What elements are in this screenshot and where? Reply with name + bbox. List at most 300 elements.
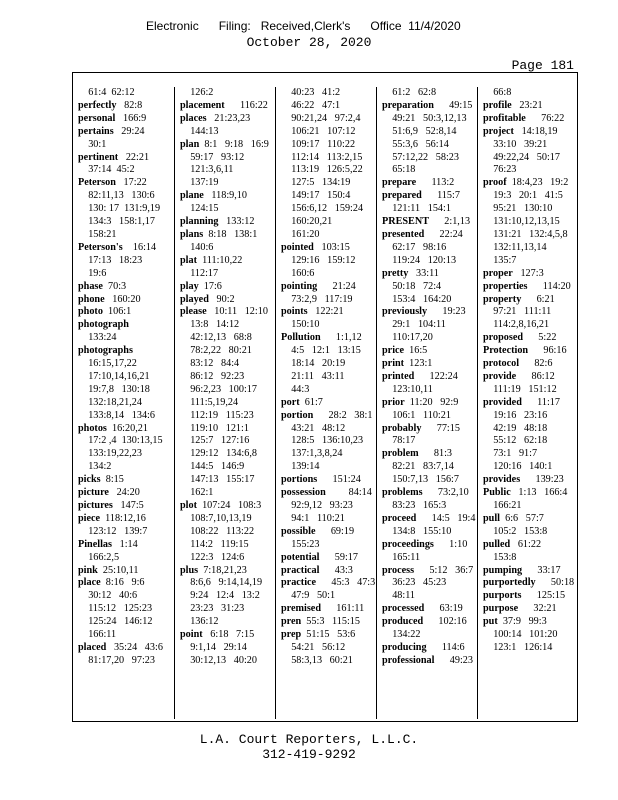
index-refs: 124:15 bbox=[180, 203, 219, 215]
index-refs: 134:22 bbox=[382, 629, 421, 641]
index-refs: 125:7 127:16 bbox=[180, 435, 250, 447]
index-term: placed bbox=[78, 641, 107, 653]
index-refs: 147:13 155:17 bbox=[180, 474, 255, 486]
index-term: played bbox=[180, 293, 209, 305]
index-page-refs bbox=[180, 616, 275, 629]
index-refs: 115:12 125:23 bbox=[78, 603, 153, 615]
index-refs: 107:24 108:3 bbox=[196, 500, 262, 511]
index-entry bbox=[483, 474, 578, 487]
index-term: plane bbox=[180, 190, 204, 202]
index-page-refs bbox=[483, 423, 578, 436]
index-entry bbox=[180, 190, 275, 203]
index-refs: 9:24 12:4 13:2 bbox=[180, 590, 260, 602]
index-page-refs bbox=[78, 526, 173, 539]
index-refs: 9:1,14 29:14 bbox=[180, 641, 247, 653]
index-refs: 134:2 bbox=[78, 461, 112, 473]
index-entry bbox=[78, 242, 173, 255]
index-page-refs bbox=[281, 435, 376, 448]
index-refs: 96:2,23 100:17 bbox=[180, 383, 257, 395]
index-refs: 55:3,6 56:14 bbox=[382, 138, 449, 150]
index-refs: 158:21 bbox=[78, 228, 117, 240]
index-entry bbox=[382, 487, 477, 500]
index-refs: 123:1 bbox=[404, 358, 433, 370]
index-entry bbox=[281, 242, 376, 255]
index-page-refs bbox=[78, 655, 173, 668]
index-page-refs bbox=[281, 513, 376, 526]
index-page-refs bbox=[483, 216, 578, 229]
index-column-2 bbox=[174, 87, 275, 719]
index-refs: 17:22 bbox=[115, 177, 147, 189]
index-page-refs bbox=[281, 164, 376, 177]
index-term: purportedly bbox=[483, 577, 536, 589]
index-refs: 73:2,10 bbox=[422, 487, 469, 499]
index-refs: 82:6 bbox=[519, 358, 553, 370]
index-refs: 119:24 120:13 bbox=[382, 254, 457, 266]
index-entry bbox=[78, 345, 173, 358]
index-page-refs bbox=[180, 242, 275, 255]
index-page-refs bbox=[78, 203, 173, 216]
index-page-refs bbox=[78, 410, 173, 423]
index-term: proceed bbox=[382, 512, 417, 524]
index-refs: 153:8 bbox=[483, 551, 517, 563]
index-refs: 11:20 92:9 bbox=[404, 396, 459, 408]
index-entry bbox=[180, 216, 275, 229]
index-refs: 166:9 bbox=[115, 112, 147, 124]
index-page-refs bbox=[180, 552, 275, 565]
index-refs: 66:8 bbox=[483, 87, 512, 98]
index-term: previously bbox=[382, 306, 428, 318]
index-page-refs bbox=[281, 190, 376, 203]
index-term: photo bbox=[78, 306, 103, 318]
index-refs: 150:7,13 156:7 bbox=[382, 474, 459, 486]
index-refs: 114:20 bbox=[527, 280, 571, 292]
index-page-refs bbox=[281, 294, 376, 307]
index-entry bbox=[281, 474, 376, 487]
index-entry bbox=[382, 655, 477, 668]
index-entry bbox=[180, 629, 275, 642]
index-refs: 76:23 bbox=[483, 164, 517, 176]
index-refs: 162:1 bbox=[180, 487, 214, 499]
index-entry bbox=[180, 255, 275, 268]
index-refs: 111:19 151:12 bbox=[483, 383, 557, 395]
index-page-refs bbox=[382, 474, 477, 487]
index-refs: 133:8,14 134:6 bbox=[78, 409, 155, 421]
index-page-refs bbox=[78, 616, 173, 629]
index-term: pertinent bbox=[78, 151, 119, 163]
index-refs: 19:3 20:1 41:5 bbox=[483, 190, 563, 202]
index-refs: 5:12 36:7 bbox=[414, 564, 474, 576]
index-page-refs bbox=[78, 229, 173, 242]
index-page-refs bbox=[483, 306, 578, 319]
index-term: picture bbox=[78, 487, 109, 499]
index-refs: 134:8 155:10 bbox=[382, 525, 452, 537]
index-refs: 37:9 99:3 bbox=[497, 616, 547, 628]
index-refs: 161:20 bbox=[281, 228, 320, 240]
index-refs: 166:11 bbox=[78, 629, 117, 641]
index-entry bbox=[483, 126, 578, 139]
index-refs: 22:21 bbox=[118, 151, 150, 163]
index-entry bbox=[382, 345, 477, 358]
index-term: plan bbox=[180, 138, 200, 150]
index-term: professional bbox=[382, 654, 435, 666]
index-page-refs bbox=[180, 461, 275, 474]
index-page-refs bbox=[281, 500, 376, 513]
index-refs: 17:10,14,16,21 bbox=[78, 370, 150, 382]
index-term: preparation bbox=[382, 99, 434, 111]
index-term: potential bbox=[281, 551, 320, 563]
index-term: pretty bbox=[382, 267, 409, 279]
index-term: points bbox=[281, 306, 308, 318]
index-refs: 144:5 146:9 bbox=[180, 461, 245, 473]
index-page-refs bbox=[483, 448, 578, 461]
index-refs: 83:12 84:4 bbox=[180, 358, 240, 370]
index-entry bbox=[78, 487, 173, 500]
index-entry bbox=[78, 319, 173, 332]
index-refs: 16:15,17,22 bbox=[78, 358, 137, 370]
index-term: provide bbox=[483, 370, 517, 382]
index-term: prepare bbox=[382, 177, 417, 189]
index-entry bbox=[382, 371, 477, 384]
index-entry bbox=[483, 577, 578, 590]
index-page-refs bbox=[78, 590, 173, 603]
index-refs: 45:3 47:3 bbox=[316, 577, 376, 589]
index-page-refs bbox=[382, 435, 477, 448]
index-refs: 121:11 154:1 bbox=[382, 203, 451, 215]
index-term: properties bbox=[483, 280, 528, 292]
index-refs: 131:21 132:4,5,8 bbox=[483, 228, 568, 240]
index-page-refs bbox=[382, 139, 477, 152]
index-page-refs bbox=[180, 203, 275, 216]
index-term: place bbox=[78, 577, 101, 589]
index-entry bbox=[281, 487, 376, 500]
index-term: prior bbox=[382, 396, 405, 408]
index-refs: 83:23 165:3 bbox=[382, 500, 447, 511]
index-entry bbox=[78, 100, 173, 113]
index-refs: 63:19 bbox=[424, 603, 463, 615]
index-refs: 73:1 91:7 bbox=[483, 448, 538, 460]
index-term: Peterson's bbox=[78, 241, 123, 253]
index-page-refs bbox=[382, 461, 477, 474]
index-refs: 130: 17 131:9,19 bbox=[78, 203, 161, 215]
index-refs: 51:6,9 52:8,14 bbox=[382, 125, 457, 137]
index-entry bbox=[180, 565, 275, 578]
index-refs: 17:2 ,4 130:13,15 bbox=[78, 435, 163, 447]
index-refs: 84:14 bbox=[325, 487, 372, 499]
index-refs: 59:17 93:12 bbox=[180, 151, 245, 163]
index-term: point bbox=[180, 629, 203, 641]
index-page-refs bbox=[382, 281, 477, 294]
index-page-refs bbox=[483, 410, 578, 423]
index-refs: 10:11 12:10 bbox=[206, 306, 268, 318]
index-page-refs bbox=[180, 126, 275, 139]
index-entry bbox=[78, 577, 173, 590]
index-term: problems bbox=[382, 487, 423, 499]
index-page-refs bbox=[180, 152, 275, 165]
index-refs: 78:17 bbox=[382, 435, 416, 447]
index-refs: 106:1 bbox=[102, 306, 132, 318]
index-refs: 127:5 134:19 bbox=[281, 177, 351, 189]
index-refs: 122:3 124:6 bbox=[180, 551, 245, 563]
index-term: pink bbox=[78, 564, 98, 576]
index-refs: 134:3 158:1,17 bbox=[78, 216, 155, 228]
index-entry bbox=[382, 448, 477, 461]
index-refs: 14:18,19 bbox=[513, 125, 558, 137]
index-term: profile bbox=[483, 99, 512, 111]
index-entry bbox=[382, 565, 477, 578]
index-refs: 116:22 bbox=[224, 99, 268, 111]
index-refs: 33:17 bbox=[522, 564, 561, 576]
index-entry bbox=[382, 616, 477, 629]
index-refs: 122:21 bbox=[307, 306, 344, 318]
index-refs: 49:21 50:3,12,13 bbox=[382, 112, 467, 124]
index-term: produced bbox=[382, 616, 424, 628]
index-entry bbox=[483, 539, 578, 552]
index-refs: 49:23 bbox=[434, 654, 473, 666]
index-term: premised bbox=[281, 603, 321, 615]
index-page-refs bbox=[78, 461, 173, 474]
index-term: presented bbox=[382, 228, 425, 240]
index-page-refs bbox=[78, 87, 173, 100]
index-term: play bbox=[180, 280, 199, 292]
index-entry bbox=[281, 332, 376, 345]
index-page-refs bbox=[382, 590, 477, 603]
index-refs: 109:17 110:22 bbox=[281, 138, 356, 150]
index-refs: 131:10,12,13,15 bbox=[483, 216, 560, 228]
index-page-refs bbox=[180, 526, 275, 539]
index-refs: 112:19 115:23 bbox=[180, 409, 254, 421]
index-term: planning bbox=[180, 216, 219, 228]
index-refs: 59:17 bbox=[319, 551, 358, 563]
index-entry bbox=[281, 526, 376, 539]
index-refs: 29:1 104:11 bbox=[382, 319, 446, 331]
index-term: piece bbox=[78, 512, 101, 524]
index-page-refs bbox=[180, 448, 275, 461]
index-entry bbox=[382, 423, 477, 436]
index-refs: 108:22 113:22 bbox=[180, 525, 255, 537]
index-page-refs bbox=[281, 268, 376, 281]
index-page-refs bbox=[483, 552, 578, 565]
index-frame bbox=[72, 72, 578, 722]
index-refs: 144:13 bbox=[180, 125, 219, 137]
index-refs: 55:12 62:18 bbox=[483, 435, 548, 447]
index-entry bbox=[382, 358, 477, 371]
index-refs: 100:14 101:20 bbox=[483, 629, 558, 641]
index-entry bbox=[180, 100, 275, 113]
index-refs: 1:13 166:4 bbox=[510, 487, 568, 499]
index-page-refs bbox=[180, 268, 275, 281]
index-refs: 19:23 bbox=[427, 306, 466, 318]
index-page-refs bbox=[382, 113, 477, 126]
index-page-refs bbox=[382, 629, 477, 642]
index-refs: 35:24 43:6 bbox=[106, 641, 163, 653]
index-refs: 8:15 bbox=[100, 474, 124, 486]
index-term: purports bbox=[483, 590, 522, 602]
index-refs: 86:12 bbox=[516, 370, 555, 382]
index-entry bbox=[281, 616, 376, 629]
index-refs: 61:7 bbox=[299, 396, 323, 408]
index-page-refs bbox=[382, 203, 477, 216]
index-refs: 33:10 39:21 bbox=[483, 138, 548, 150]
index-page-refs bbox=[78, 629, 173, 642]
index-page-refs bbox=[483, 242, 578, 255]
index-term: picks bbox=[78, 474, 101, 486]
index-page-refs bbox=[78, 448, 173, 461]
index-refs: 126:2 bbox=[180, 87, 214, 98]
index-page-refs bbox=[483, 152, 578, 165]
index-page-refs bbox=[281, 642, 376, 655]
index-page-refs bbox=[180, 371, 275, 384]
index-page-refs bbox=[483, 164, 578, 177]
index-term: photographs bbox=[78, 345, 133, 357]
index-entry bbox=[78, 177, 173, 190]
index-refs: 2:1,13 bbox=[429, 216, 471, 228]
index-term: photograph bbox=[78, 319, 129, 331]
index-refs: 125:24 146:12 bbox=[78, 616, 153, 628]
index-term: plans bbox=[180, 228, 204, 240]
index-refs: 43:3 bbox=[319, 564, 353, 576]
index-refs: 16:5 bbox=[404, 345, 428, 357]
index-refs: 133:19,22,23 bbox=[78, 448, 142, 460]
index-refs: 127:3 bbox=[512, 267, 544, 279]
index-term: Peterson bbox=[78, 177, 116, 189]
index-page-refs bbox=[483, 190, 578, 203]
index-page-refs bbox=[382, 164, 477, 177]
index-refs: 82:8 bbox=[116, 99, 143, 111]
index-refs: 121:3,6,11 bbox=[180, 164, 234, 176]
index-refs: 61:22 bbox=[510, 538, 542, 550]
index-term: photos bbox=[78, 422, 107, 434]
index-page-refs bbox=[382, 255, 477, 268]
index-refs: 125:15 bbox=[521, 590, 566, 602]
index-refs: 65:18 bbox=[382, 164, 416, 176]
index-refs: 105:2 153:8 bbox=[483, 525, 548, 537]
index-term: personal bbox=[78, 112, 116, 124]
index-refs: 46:22 47:1 bbox=[281, 99, 341, 111]
index-refs: 32:21 bbox=[518, 603, 557, 615]
index-entry bbox=[180, 139, 275, 152]
index-term: phase bbox=[78, 280, 103, 292]
index-term: project bbox=[483, 125, 514, 137]
index-refs: 50:18 bbox=[535, 577, 575, 589]
index-entry bbox=[483, 100, 578, 113]
index-term: printed bbox=[382, 370, 415, 382]
index-page-refs bbox=[281, 590, 376, 603]
index-refs: 155:23 bbox=[281, 538, 320, 550]
index-page-refs bbox=[78, 216, 173, 229]
index-refs: 49:22,24 50:17 bbox=[483, 151, 560, 163]
index-refs: 70:3 bbox=[102, 280, 127, 292]
index-refs: 81:17,20 97:23 bbox=[78, 654, 155, 666]
index-refs: 81:3 bbox=[418, 448, 453, 460]
index-page-refs bbox=[382, 242, 477, 255]
index-entry bbox=[483, 113, 578, 126]
index-page-refs bbox=[78, 384, 173, 397]
index-page-refs bbox=[281, 371, 376, 384]
index-refs: 95:21 130:10 bbox=[483, 203, 553, 215]
index-refs: 120:16 140:1 bbox=[483, 461, 553, 473]
index-term: pictures bbox=[78, 500, 113, 511]
index-entry bbox=[281, 281, 376, 294]
index-entry bbox=[281, 397, 376, 410]
index-term: put bbox=[483, 616, 498, 628]
index-page-refs bbox=[78, 190, 173, 203]
footer-phone: 312-419-9292 bbox=[262, 747, 356, 762]
index-term: provided bbox=[483, 396, 522, 408]
index-entry bbox=[78, 500, 173, 513]
index-page-refs bbox=[281, 461, 376, 474]
index-refs: 90:2 bbox=[208, 293, 235, 305]
index-entry bbox=[483, 177, 578, 190]
index-term: purpose bbox=[483, 603, 519, 615]
index-column-5 bbox=[477, 87, 578, 719]
index-refs: 51:15 53:6 bbox=[301, 629, 356, 641]
index-page-refs bbox=[78, 603, 173, 616]
index-refs: 28:2 38:1 bbox=[313, 409, 373, 421]
index-term: practice bbox=[281, 577, 317, 589]
footer-company: L.A. Court Reporters, L.L.C. bbox=[199, 732, 419, 747]
index-entry bbox=[382, 539, 477, 552]
index-refs: 30:1 bbox=[78, 138, 107, 150]
index-page-refs bbox=[281, 358, 376, 371]
index-column-3 bbox=[275, 87, 376, 719]
index-refs: 19:16 23:16 bbox=[483, 409, 548, 421]
index-entry bbox=[180, 281, 275, 294]
index-term: Protection bbox=[483, 345, 529, 357]
index-page-refs bbox=[281, 139, 376, 152]
index-refs: 1:1,12 bbox=[320, 332, 362, 344]
index-entry bbox=[483, 268, 578, 281]
index-page-refs bbox=[78, 435, 173, 448]
index-refs: 136:12 bbox=[180, 616, 219, 628]
index-page-refs bbox=[180, 332, 275, 345]
index-refs: 18:14 20:19 bbox=[281, 358, 346, 370]
index-page-refs bbox=[180, 513, 275, 526]
index-entry bbox=[180, 113, 275, 126]
index-refs: 17:13 18:23 bbox=[78, 254, 143, 266]
index-refs: 82:11,13 130:6 bbox=[78, 190, 155, 202]
index-refs: 108:7,10,13,19 bbox=[180, 512, 252, 524]
index-refs: 55:3 115:15 bbox=[301, 616, 360, 628]
index-term: property bbox=[483, 293, 522, 305]
index-refs: 110:17,20 bbox=[382, 332, 433, 344]
index-page-refs bbox=[281, 87, 376, 100]
index-refs: 147:5 bbox=[112, 500, 144, 511]
index-refs: 37:14 45:2 bbox=[78, 164, 135, 176]
index-refs: 8:18 138:1 bbox=[203, 228, 258, 240]
index-page-refs bbox=[180, 590, 275, 603]
index-refs: 112:14 113:2,15 bbox=[281, 151, 363, 163]
index-page-refs bbox=[483, 629, 578, 642]
index-page-refs bbox=[180, 164, 275, 177]
index-entry bbox=[483, 397, 578, 410]
index-refs: 73:2,9 117:19 bbox=[281, 293, 353, 305]
index-entry bbox=[281, 552, 376, 565]
index-refs: 166:21 bbox=[483, 500, 522, 511]
index-refs: 103:15 bbox=[313, 241, 350, 253]
index-refs: 156:6,12 159:24 bbox=[281, 203, 364, 215]
index-page-refs bbox=[78, 397, 173, 410]
index-term: process bbox=[382, 564, 415, 576]
index-refs: 149:17 150:4 bbox=[281, 190, 351, 202]
index-refs: 33:11 bbox=[408, 267, 439, 279]
index-page-refs bbox=[382, 332, 477, 345]
index-entry bbox=[382, 513, 477, 526]
index-term: places bbox=[180, 112, 207, 124]
index-page-refs bbox=[281, 100, 376, 113]
index-page-refs bbox=[78, 332, 173, 345]
index-refs: 129:16 159:12 bbox=[281, 254, 356, 266]
index-page-refs bbox=[180, 577, 275, 590]
